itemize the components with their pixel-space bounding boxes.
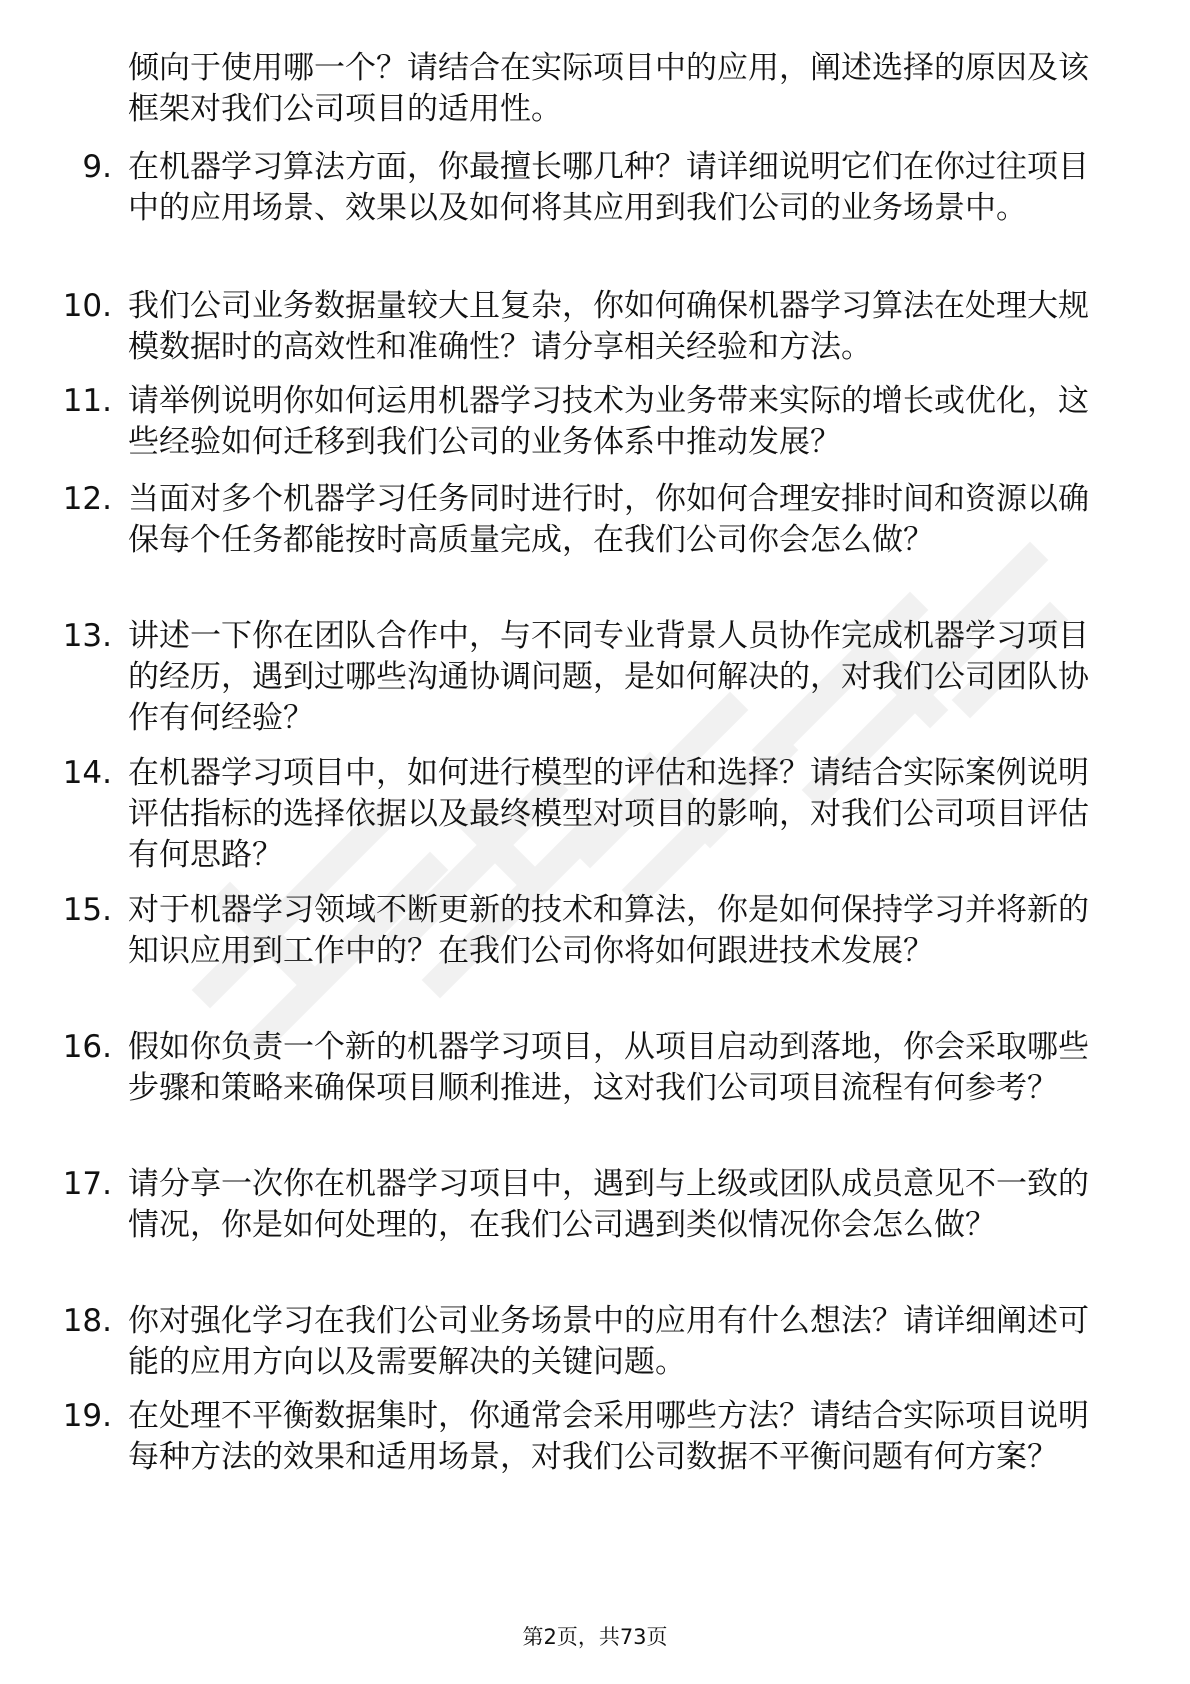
question-number: 14. <box>62 755 112 791</box>
question-text: 我们公司业务数据量较大且复杂，你如何确保机器学习算法在处理大规模数据时的高效性和准确性？请分享相关经验和方法。 <box>128 288 1089 365</box>
question-text: 请分享一次你在机器学习项目中，遇到与上级或团队成员意见不一致的情况，你是如何处理的，在我们公司遇到类似情况你会怎么做？ <box>128 1166 1089 1243</box>
question-number: 10. <box>62 288 112 324</box>
question-number: 13. <box>62 618 112 654</box>
question-number: 17. <box>62 1166 112 1202</box>
question-number: 19. <box>62 1398 112 1434</box>
question-text: 假如你负责一个新的机器学习项目，从项目启动到落地，你会采取哪些步骤和策略来确保项目顺利推进，这对我们公司项目流程有何参考？ <box>128 1029 1089 1106</box>
question-text: 在机器学习算法方面，你最擅长哪几种？请详细说明它们在你过往项目中的应用场景、效果以及如何将其应用到我们公司的业务场景中。 <box>128 149 1089 226</box>
question-text: 在机器学习项目中，如何进行模型的评估和选择？请结合实际案例说明评估指标的选择依据以及最终模型对项目的影响，对我们公司项目评估有何思路？ <box>128 755 1089 873</box>
question-text: 在处理不平衡数据集时，你通常会采用哪些方法？请结合实际项目说明每种方法的效果和适用场景，对我们公司数据不平衡问题有何方案？ <box>128 1398 1089 1475</box>
question-number: 18. <box>62 1303 112 1339</box>
question-number: 15. <box>62 892 112 928</box>
question-number: 16. <box>62 1029 112 1065</box>
question-text: 讲述一下你在团队合作中，与不同专业背景人员协作完成机器学习项目的经历，遇到过哪些沟通协调问题，是如何解决的，对我们公司团队协作有何经验？ <box>128 618 1089 736</box>
question-text: 对于机器学习领域不断更新的技术和算法，你是如何保持学习并将新的知识应用到工作中的？在我们公司你将如何跟进技术发展？ <box>128 892 1089 969</box>
question-number: 11. <box>62 383 112 419</box>
question-number: 9. <box>82 149 112 185</box>
continued-question-text: 倾向于使用哪一个？请结合在实际项目中的应用，阐述选择的原因及该框架对我们公司项目的适用性。 <box>128 50 1089 127</box>
question-text: 当面对多个机器学习任务同时进行时，你如何合理安排时间和资源以确保每个任务都能按时高质量完成，在我们公司你会怎么做？ <box>128 481 1089 558</box>
page-number-footer: 第2页，共73页 <box>522 1625 668 1649</box>
question-text: 你对强化学习在我们公司业务场景中的应用有什么想法？请详细阐述可能的应用方向以及需要解决的关键问题。 <box>128 1303 1089 1380</box>
question-number: 12. <box>62 481 112 517</box>
question-text: 请举例说明你如何运用机器学习技术为业务带来实际的增长或优化，这些经验如何迁移到我们公司的业务体系中推动发展？ <box>128 383 1089 460</box>
